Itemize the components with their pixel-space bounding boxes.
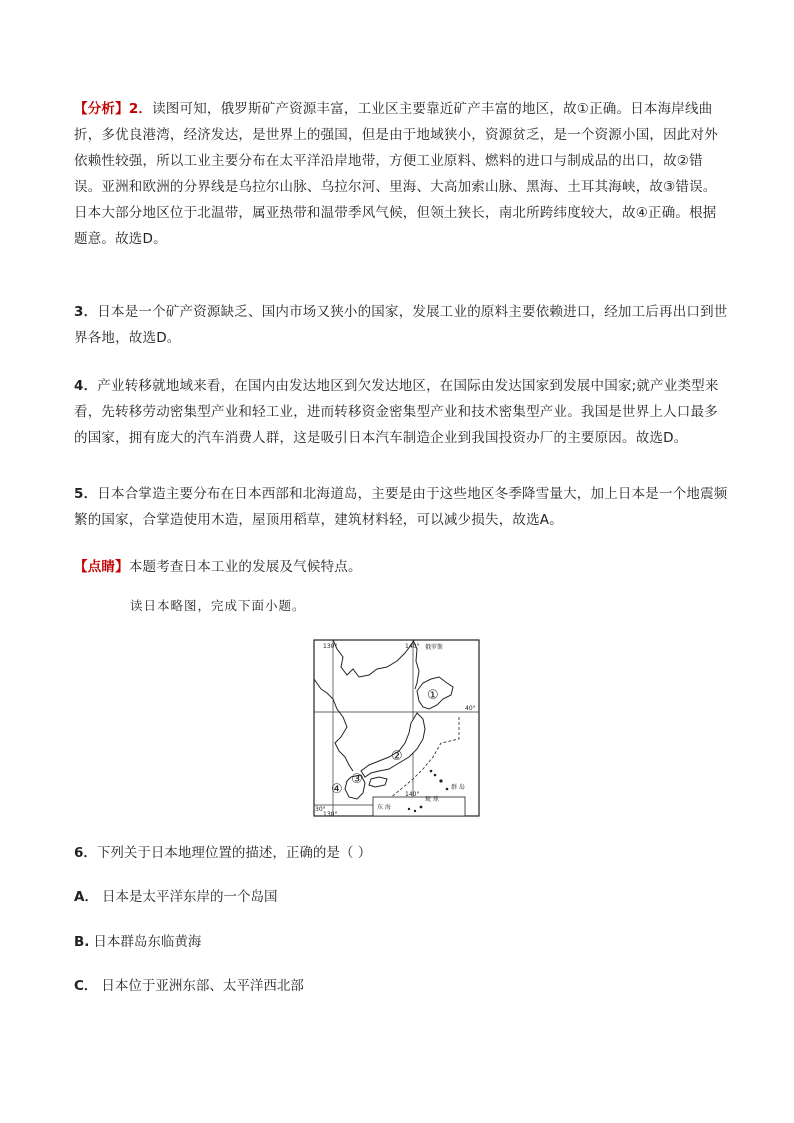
answer-5-text: 日本合掌造主要分布在日本西部和北海道岛，主要是由于这些地区冬季降雪量大，加上日本是一个地震频繁的国家，合掌造使用木造，屋顶用稻草，建筑材料轻，可以减少损失，故选A。	[74, 486, 728, 528]
option-c-label: C．	[74, 978, 98, 994]
question-number-4: 4	[74, 378, 84, 394]
marker-4: ④	[331, 782, 343, 797]
question-number-6: 6	[74, 845, 84, 861]
lon-130-bottom: 130°	[323, 811, 338, 817]
lon-140-bottom: 140°	[405, 791, 420, 798]
answer-5-paragraph: 5．日本合掌造主要分布在日本西部和北海道岛，主要是由于这些地区冬季降雪量大，加上日本是一个地震频繁的国家，合掌造使用木造，屋顶用稻草，建筑材料轻，可以减少损失，故选A。	[74, 486, 728, 528]
option-b[interactable]	[74, 932, 201, 952]
map-intro: 读日本略图，完成下面小题。	[130, 598, 306, 613]
marker-1: ①	[427, 688, 439, 703]
lat-30: 30°	[315, 806, 326, 813]
answer-4-text: 产业转移就地域来看，在国内由发达地区到欠发达地区，在国际由发达国家到发展中国家;就产业类型来看，先转移劳动密集型产业和轻工业，进而转移资金密集型产业和技术密集型产业。我国是世界上人口最多的国家，拥有庞大的汽车消费人群，这是吸引日本汽车制造企业到我国投资办厂的主要原因。故选D。	[74, 378, 719, 446]
option-b-label: B.	[74, 934, 90, 950]
marker-2: ②	[391, 749, 403, 764]
option-a-label: A．	[74, 889, 98, 905]
option-c[interactable]	[74, 976, 304, 996]
east-sea-label: 东 海	[377, 804, 391, 811]
analysis-text: 读图可知，俄罗斯矿产资源丰富，工业区主要靠近矿产丰富的地区，故①正确。日本海岸线曲折，多优良港湾，经济发达，是世界上的强国，但是由于地域狭小，资源贫乏，是一个资源小国，因此对外依赖性较强，所以工业主要分布在太平洋沿岸地带，方便工业原料、燃料的进口与制成品的出口，故②错误。亚洲和欧洲的分界线是乌拉尔山脉、乌拉尔河、里海、大高加索山脉、黑海、土耳其海峡，故③错误。日本大部分地区位于北温带，属亚热带和温带季风气候，但领土狭长，南北所跨纬度较大，故④正确。根据题意。故选D。	[74, 101, 718, 247]
islands-label: 群 岛	[451, 784, 465, 791]
answer-3-text: 日本是一个矿产资源缺乏、国内市场又狭小的国家，发展工业的原料主要依赖进口，经加工后再出口到世界各地，故选D。	[74, 304, 728, 346]
option-c-text: 日本位于亚洲东部、太平洋西北部	[101, 978, 304, 994]
russia-label: 俄罗斯	[425, 644, 444, 651]
japan-map	[313, 639, 480, 817]
lon-130-top: 130°	[323, 643, 338, 650]
question-number-2: 2	[128, 101, 139, 117]
analysis-paragraph: 【分析】2．读图可知，俄罗斯矿产资源丰富，工业区主要靠近矿产丰富的地区，故①正确。日本海岸线曲折，多优良港湾，经济发达，是世界上的强国，但是由于地域狭小，资源贫乏，是一个资源小国，因此对外依赖性较强，所以工业主要分布在太平洋沿岸地带，方便工业原料、燃料的进口与制成品的出口，故②错误。亚洲和欧洲的分界线是乌拉尔山脉、乌拉尔河、里海、大高加索山脉、黑海、土耳其海峡，故③错误。日本大部分地区位于北温带，属亚热带和温带季风气候，但领土狭长，南北所跨纬度较大，故④正确。根据题意。故选D。	[74, 101, 718, 247]
lat-40: 40°	[465, 705, 476, 712]
question-number-5: 5	[74, 486, 84, 502]
question-6: 6．下列关于日本地理位置的描述，正确的是（ ）	[74, 845, 372, 861]
ryukyu-label: 琉 球	[425, 796, 439, 803]
comment-tag: 【点睛】	[74, 559, 129, 575]
comment-text: 本题考查日本工业的发展及气候特点。	[128, 559, 362, 575]
marker-3: ③	[351, 772, 363, 787]
option-b-text: 日本群岛东临黄海	[93, 934, 202, 950]
answer-4-paragraph: 4．产业转移就地域来看，在国内由发达地区到欠发达地区，在国际由发达国家到发展中国家;就产业类型来看，先转移劳动密集型产业和轻工业，进而转移资金密集型产业和技术密集型产业。我国是世界上人口最多的国家，拥有庞大的汽车消费人群，这是吸引日本汽车制造企业到我国投资办厂的主要原因。故选D。	[74, 378, 719, 446]
question-number-3: 3	[74, 304, 84, 320]
answer-3-paragraph: 3．日本是一个矿产资源缺乏、国内市场又狭小的国家，发展工业的原料主要依赖进口，经加工后再出口到世界各地，故选D。	[74, 304, 728, 346]
analysis-tag: 【分析】	[74, 101, 129, 117]
option-a[interactable]	[74, 887, 277, 907]
lon-140-top: 140°	[405, 643, 420, 650]
comment-paragraph	[74, 554, 728, 580]
question-6-text: 下列关于日本地理位置的描述，正确的是（ ）	[96, 845, 372, 861]
option-a-text: 日本是太平洋东岸的一个岛国	[101, 889, 278, 905]
